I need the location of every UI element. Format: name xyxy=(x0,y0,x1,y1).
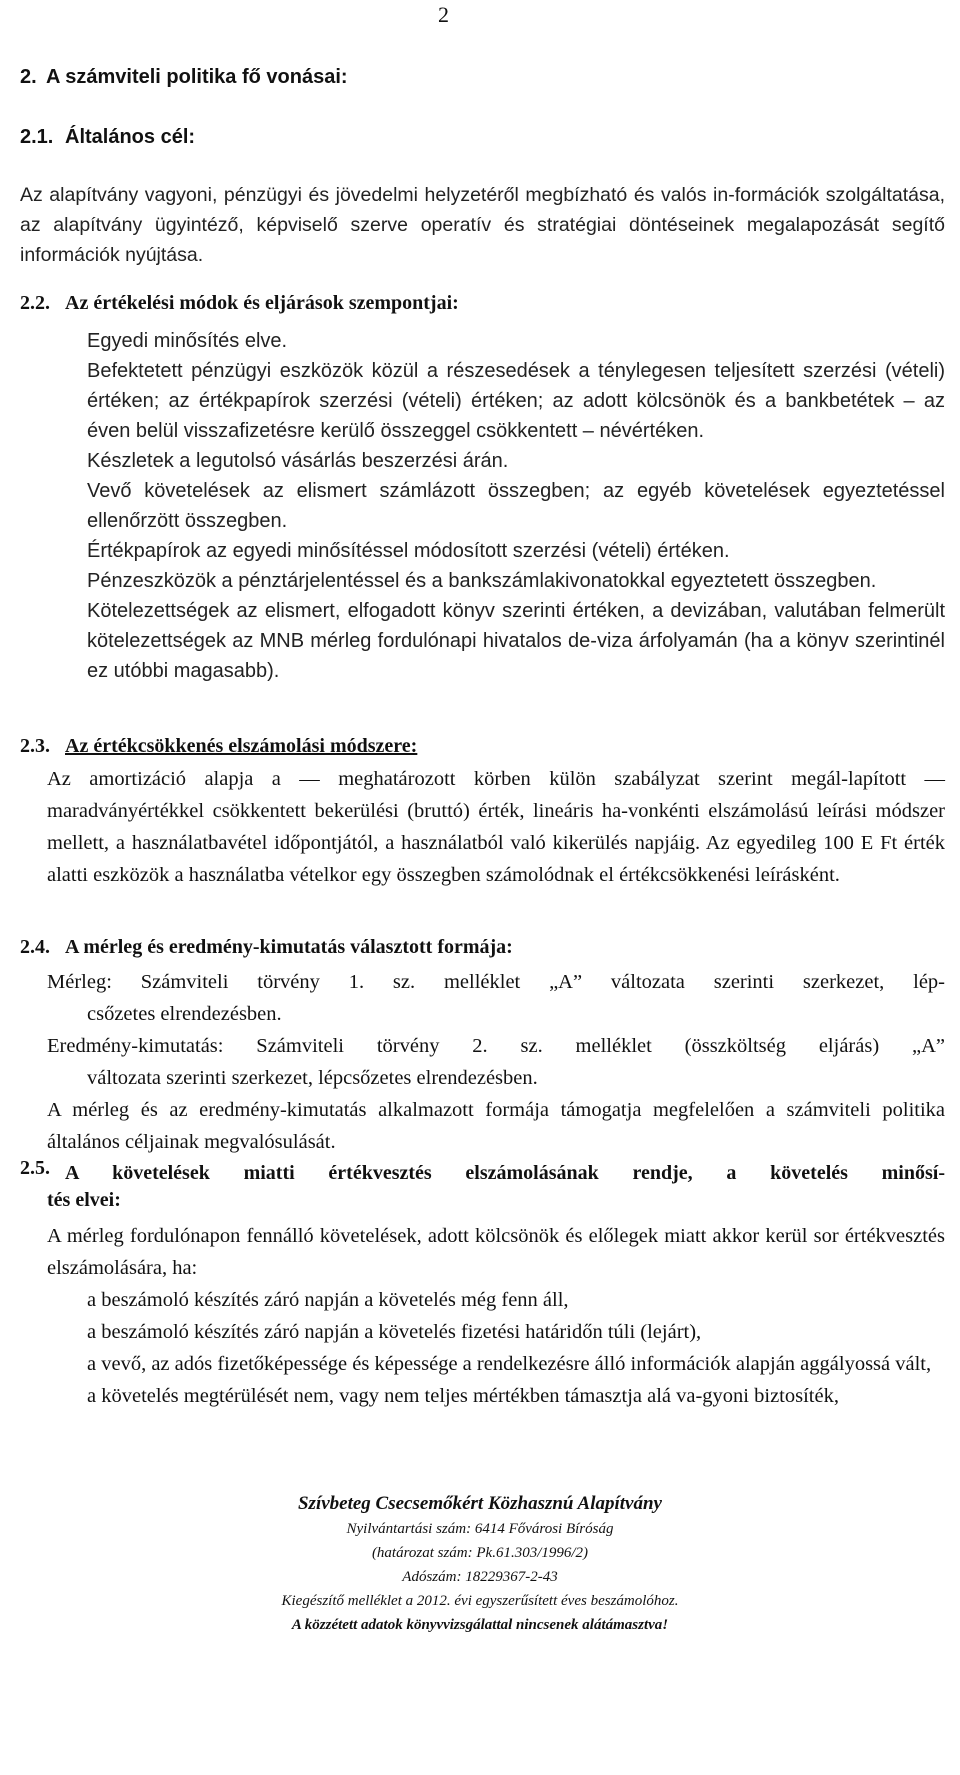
footer-disclaimer: A közzétett adatok könyvvizsgálattal nincsenek alátámasztva! xyxy=(291,1617,669,1633)
income-statement-form-tail: változata szerinti szerkezet, lépcsőzetes elrendezésben. xyxy=(87,1067,538,1089)
balance-sheet-form-tail: csőzetes elrendezésben. xyxy=(87,1003,282,1025)
valuation-line: Kötelezettségek az elismert, elfogadott könyv szerinti értéken, a devizában, valutában felmerült kötelezettségek az MNB mérleg fordulónapi hivatalos de-viza árfolyamán (ha a könyv szerintinél ez utóbbi magasabb). xyxy=(87,600,945,682)
footer-tax-number: Adószám: 18229367-2-43 xyxy=(402,1569,558,1585)
page-number: 2 xyxy=(438,2,449,27)
valuation-line: Készletek a legutolsó vásárlás beszerzési árán. xyxy=(87,450,509,472)
section-2-2-list xyxy=(87,326,945,686)
section-2-5-number: 2.5. xyxy=(20,1157,50,1179)
income-statement-form-head: Eredmény-kimutatás: Számviteli törvény 2. sz. melléklet (összköltség eljárás) „A” xyxy=(47,1035,945,1057)
section-2-1-number: 2.1. xyxy=(20,126,54,148)
section-2-title: A számviteli politika fő vonásai: xyxy=(46,66,348,88)
section-2-5-title-line-1: A követelések miatti értékvesztés elszámolásának rendje, a követelés minősí- xyxy=(65,1162,945,1184)
section-2-4-title: A mérleg és eredmény-kimutatás választott formája: xyxy=(65,936,513,958)
section-2-2-number: 2.2. xyxy=(20,292,50,314)
footer-registry: Nyilvántartási szám: 6414 Fővárosi Bíróság xyxy=(346,1521,614,1537)
valuation-line: Egyedi minősítés elve. xyxy=(87,330,288,352)
valuation-line: Befektetett pénzügyi eszközök közül a részesedések a ténylegesen teljesített szerzési (vételi) értéken; az értékpapírok szerzési (vételi) értéken; az adott kölcsönök és a bankbetétek – az éven belül visszafizetésre kerülő összeggel csökkentett – névértéken. xyxy=(87,360,945,442)
impairment-condition: a vevő, az adós fizetőképessége és képessége a rendelkezésre álló információk alapján aggályossá vált, xyxy=(87,1353,932,1375)
valuation-line: Értékpapírok az egyedi minősítéssel módosított szerzési (vételi) értéken. xyxy=(87,540,730,562)
impairment-condition: a beszámoló készítés záró napján a követelés még fenn áll, xyxy=(87,1289,569,1311)
section-2-2-title: Az értékelési módok és eljárások szempontjai: xyxy=(65,292,459,314)
footer-supplement: Kiegészítő melléklet a 2012. évi egyszerűsített éves beszámolóhoz. xyxy=(281,1593,679,1609)
footer-organization: Szívbeteg Csecsemőkért Közhasznú Alapítvány xyxy=(297,1493,662,1514)
balance-sheet-form-head: Mérleg: Számviteli törvény 1. sz. melléklet „A” változata szerinti szerkezet, lép- xyxy=(47,971,945,993)
valuation-line: Pénzeszközök a pénztárjelentéssel és a bankszámlakivonatokkal egyeztetett összegben. xyxy=(87,570,877,592)
impairment-conditions-list xyxy=(87,1284,945,1412)
section-2-5-title xyxy=(65,1157,945,1189)
section-2-3-number: 2.3. xyxy=(20,735,50,757)
section-2-4-number: 2.4. xyxy=(20,936,50,958)
impairment-condition: a követelés megtérülését nem, vagy nem teljes mértékben támasztja alá va-gyoni biztosíték, xyxy=(87,1385,839,1407)
section-2-3-body: Az amortizáció alapja a — meghatározott körben külön szabályzat szerint megál-lapított — maradványértékkel csökkentett bekerülési (bruttó) érték, lineáris ha-vonkénti elszámolású leírási módszer mellett, a használatbavétel időpontjától, a használatból való kikerülés napjáig. Az egyedileg 100 E Ft érték alatti eszközök a használatba vételkor egy összegben számolódnak el értékcsökkenési leírásként. xyxy=(47,768,945,886)
section-2-5-title-line-2: tés elvei: xyxy=(47,1189,121,1211)
section-2-1-body: Az alapítvány vagyoni, pénzügyi és jövedelmi helyzetéről megbízható és valós in-formációk szolgáltatása, az alapítvány ügyintéző, képviselő szerve operatív és stratégiai döntéseinek megalapozását segítő információk nyújtása. xyxy=(20,184,945,266)
section-2-4-body: A mérleg és az eredmény-kimutatás alkalmazott formája támogatja megfelelően a számviteli politika általános céljainak megvalósulását. xyxy=(47,1099,945,1153)
impairment-condition: a beszámoló készítés záró napján a követelés fizetési határidőn túli (lejárt), xyxy=(87,1321,702,1343)
valuation-line: Vevő követelések az elismert számlázott összegben; az egyéb követelések egyeztetéssel ellenőrzött összegben. xyxy=(87,480,945,532)
section-2-number: 2. xyxy=(20,66,37,88)
section-2-3-title: Az értékcsökkenés elszámolási módszere: xyxy=(65,735,418,757)
footer-resolution: (határozat szám: Pk.61.303/1996/2) xyxy=(371,1545,589,1561)
section-2-1-title: Általános cél: xyxy=(65,126,196,148)
balance-sheet-form-line xyxy=(47,966,945,1158)
section-2-5-intro: A mérleg fordulónapon fennálló követelések, adott kölcsönök és előlegek miatt akkor kerül sor értékvesztés elszámolására, ha: xyxy=(47,1225,945,1279)
